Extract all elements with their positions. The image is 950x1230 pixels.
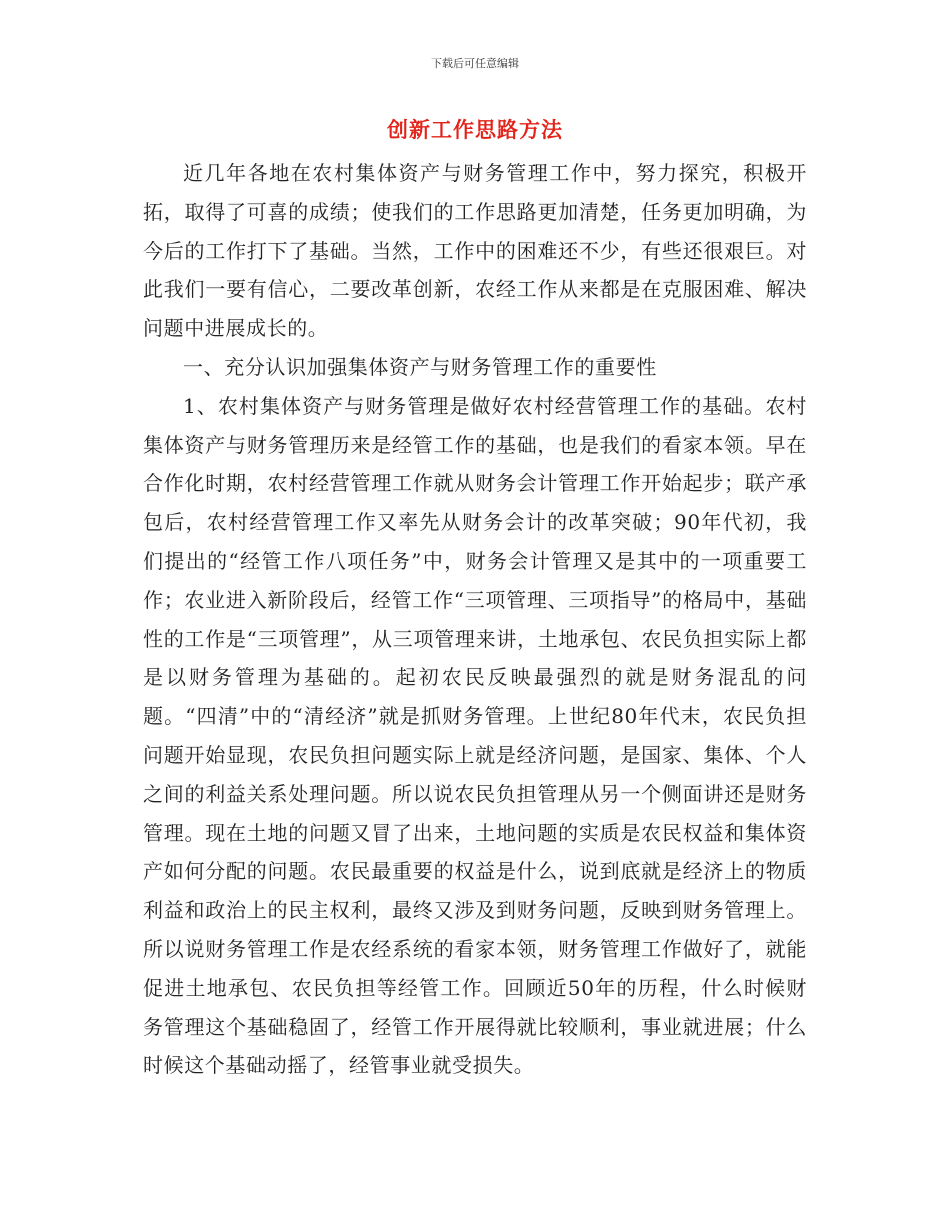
paragraph-intro: 近几年各地在农村集体资产与财务管理工作中，努力探究，积极开拓，取得了可喜的成绩；使我们的工作思路更加清楚，任务更加明确，为今后的工作打下了基础。当然，工作中的困难还不少，有些还很艰巨。对此我们一要有信心，二要改革创新，农经工作从来都是在克服困难、解决问题中进展成长的。 <box>143 161 807 341</box>
document-title: 创新工作思路方法 <box>387 117 563 142</box>
document-body <box>143 154 807 1085</box>
header-note: 下载后可任意编辑 <box>431 57 519 70</box>
paragraph-point-1: 1、农村集体资产与财务管理是做好农村经营管理工作的基础。农村集体资产与财务管理历来是经管工作的基础，也是我们的看家本领。早在合作化时期，农村经营管理工作就从财务会计管理工作开始起步；联产承包后，农村经营管理工作又率先从财务会计的改革突破；90年代初，我们提出的“经管工作八项任务”中，财务会计管理又是其中的一项重要工作；农业进入新阶段后，经管工作“三项管理、三项指导”的格局中，基础性的工作是“三项管理”，从三项管理来讲，土地承包、农民负担实际上都是以财务管理为基础的。起初农民反映最强烈的就是财务混乱的问题。“四清”中的“清经济”就是抓财务管理。上世纪80年代末，农民负担问题开始显现，农民负担问题实际上就是经济问题，是国家、集体、个人之间的利益关系处理问题。所以说农民负担管理从另一个侧面讲还是财务管理。现在土地的问题又冒了出来，土地问题的实质是农民权益和集体资产如何分配的问题。农民最重要的权益是什么，说到底就是经济上的物质利益和政治上的民主权利，最终又涉及到财务问题，反映到财务管理上。所以说财务管理工作是农经系统的看家本领，财务管理工作做好了，就能促进土地承包、农民负担等经管工作。回顾近50年的历程，什么时候财务管理这个基础稳固了，经管工作开展得就比较顺利，事业就进展；什么时候这个基础动摇了，经管事业就受损失。 <box>143 393 807 1078</box>
section-heading: 一、充分认识加强集体资产与财务管理工作的重要性 <box>183 354 657 379</box>
